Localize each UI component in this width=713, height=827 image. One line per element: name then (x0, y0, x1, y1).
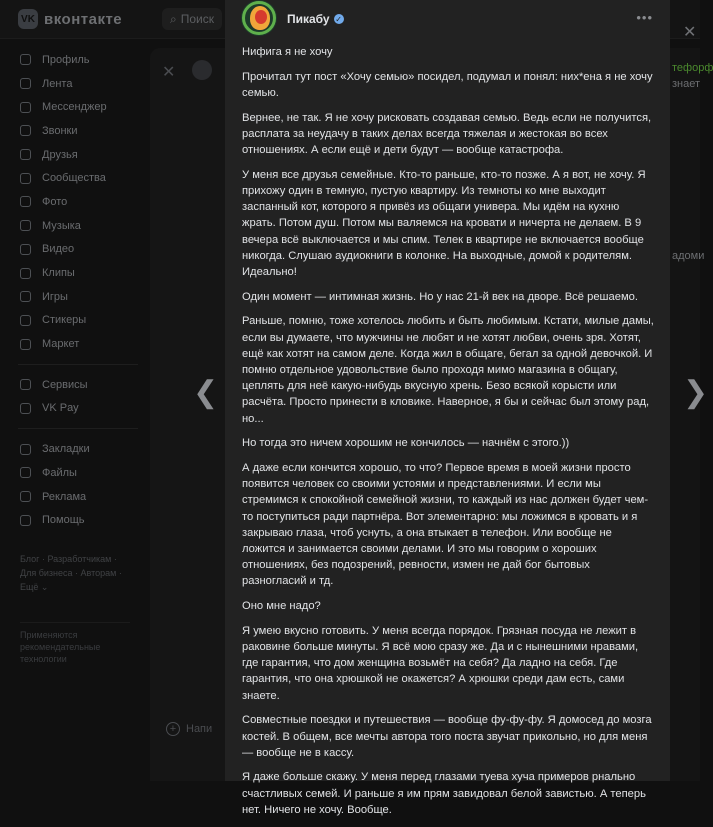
sidebar-item[interactable] (18, 373, 158, 397)
sidebar-item-label: Лента (42, 77, 73, 90)
post-paragraph: Я умею вкусно готовить. У меня всегда порядок. Грязная посуда не лежит в раковине больше минуты. Я всё мою сразу же. Да и с нынешними нравами, где гарантия, что дом женщина возьмёт на себя? Да ладно на себя. Где гарантия, что она хрюшкой не окажется? А хрюшки среди дам есть, сами знаете. (242, 624, 639, 702)
bookmark-icon (18, 442, 32, 456)
games-icon (18, 290, 32, 304)
sidebar-item[interactable] (18, 508, 158, 532)
search-input[interactable] (162, 8, 222, 30)
sidebar-item-label: Клипы (42, 267, 75, 280)
sidebar-item-label: Реклама (42, 490, 87, 503)
vk-logo[interactable] (18, 9, 122, 29)
sidebar (18, 48, 158, 532)
sidebar-item[interactable] (18, 214, 158, 238)
more-options-icon[interactable]: ••• (636, 10, 653, 25)
sidebar-item-label: Сообщества (42, 172, 106, 185)
avatar (192, 60, 212, 80)
author-name[interactable] (287, 12, 344, 26)
sidebar-item-label: Стикеры (42, 314, 87, 327)
search-placeholder: Поиск (180, 12, 214, 26)
post-modal (225, 0, 670, 816)
footer-note: Применяются рекомендательные технологии (20, 622, 130, 665)
comment-placeholder: Напи (186, 723, 213, 735)
sidebar-item-label: Видео (42, 243, 75, 256)
message-icon (18, 100, 32, 114)
sidebar-item[interactable] (18, 143, 158, 167)
friends-icon (18, 148, 32, 162)
ads-icon (18, 490, 32, 504)
post-paragraph: Прочитал тут пост «Хочу семью» посидел, подумал и понял: них*ена я не хочу семью. (242, 70, 653, 99)
news-icon (18, 77, 32, 91)
sidebar-item-label: Фото (42, 195, 68, 208)
sidebar-item[interactable] (18, 166, 158, 190)
post-paragraph: А даже если кончится хорошо, то что? Первое время в моей жизни просто появится человек со своими устоями и представлениями. И если мы стремимся к спокойной семейной жизни, то каждый из нас должен будет чем-то поступиться ради партнёра. Вот элементарно: мы ложимся в кровать и я закрываю глаза, чтоб уснуть, а она втыкает в телефон. Или вообще не ложится и занимается своими делами. И это мы говорим о хороших отношениях, без подозрений, ревности, измен не дай бог бытовых разногласий и тд. (242, 461, 649, 588)
clips-icon (18, 266, 32, 280)
post-paragraph: Вернее, не так. Я не хочу рисковать создавая семью. Ведь если не получится, расплата за неудачу в таких делах всегда тяжелая и жестокая во всех отношениях. А если ещё и дети будут — вообще катастрофа. (242, 111, 652, 157)
prev-arrow-icon[interactable]: ❮ (193, 376, 219, 409)
post-paragraph: Совместные поездки и путешествия — вообще фу-фу-фу. Я домосед до мозга костей. В общем, все мечты автора того поста звучат прикольно, но для меня — вообще не в кассу. (242, 714, 652, 759)
sidebar-item-label: Звонки (42, 124, 78, 137)
sidebar-item-label: Профиль (42, 53, 90, 66)
sidebar-item-label: Сервисы (42, 378, 88, 391)
sidebar-item[interactable] (18, 119, 158, 143)
photo-icon (18, 195, 32, 209)
market-icon (18, 337, 32, 351)
sidebar-item[interactable] (18, 261, 158, 285)
sidebar-item-label: Игры (42, 290, 68, 303)
vk-logo-text: вконтакте (44, 10, 123, 28)
user-icon (18, 53, 32, 67)
vkpay-icon (18, 401, 32, 415)
verified-icon: ✓ (335, 14, 342, 24)
stickers-icon (18, 313, 32, 327)
next-arrow-icon[interactable]: ❯ (683, 376, 709, 409)
right-panel-text: тефорф (672, 62, 713, 74)
sidebar-item-label: Музыка (42, 219, 81, 232)
sidebar-item-label: VK Pay (42, 402, 79, 415)
sidebar-item[interactable] (18, 461, 158, 485)
post-paragraph: Один момент — интимная жизнь. Но у нас 21-й век на дворе. Всё решаемо. (242, 290, 638, 303)
sidebar-item-label: Друзья (42, 148, 78, 161)
sidebar-item-label: Маркет (42, 338, 80, 351)
divider (18, 364, 138, 365)
right-panel-text: знает (672, 78, 701, 90)
plus-icon: + (166, 722, 180, 736)
phone-icon (18, 124, 32, 138)
post-paragraph: Но тогда это ничем хорошим не кончилось — начнём с этого.)) (242, 437, 570, 450)
sidebar-item[interactable] (18, 95, 158, 119)
post-paragraph: Оно мне надо? (242, 600, 321, 613)
sidebar-item[interactable] (18, 437, 158, 461)
sidebar-item[interactable] (18, 285, 158, 309)
sidebar-item[interactable] (18, 397, 158, 421)
sidebar-item[interactable] (18, 72, 158, 96)
avatar-ring (242, 1, 276, 35)
groups-icon (18, 171, 32, 185)
post-header (241, 0, 661, 36)
sidebar-item-label: Мессенджер (42, 101, 107, 114)
sidebar-item[interactable] (18, 309, 158, 333)
sidebar-item-label: Помощь (42, 514, 85, 527)
help-icon (18, 513, 32, 527)
post-paragraph: У меня все друзья семейные. Кто-то раньше, кто-то позже. А я вот, не хочу. Я прихожу один в темную, пустую квартиру. Из темноты ко мне выходит заспанный кот, которого я привёз из общаги универа. Мы идём на кухню жрать. Потом душ. Потом мы валяемся на кровати и ничерта не делаем. В 9 вечера всё выключается и мы спим. Телек в квартире не включается вообще никогда. Слушаю аудиокниги в колонке. На выходные, домой к родителям. Идеально! (242, 168, 646, 278)
search-icon: ⌕ (170, 11, 177, 26)
author-name-label: Пикабу (287, 12, 330, 26)
divider (18, 428, 138, 429)
footer-links[interactable]: Блог · Разработчикам · Для бизнеса · Авторам · Ещё ⌄ (20, 554, 122, 592)
background-right-panel (670, 48, 700, 781)
close-icon[interactable]: ✕ (683, 24, 697, 41)
sidebar-item-label: Файлы (42, 466, 77, 479)
author-avatar[interactable] (241, 0, 277, 36)
services-icon (18, 378, 32, 392)
sidebar-item[interactable] (18, 48, 158, 72)
vk-logo-icon: VK (18, 9, 38, 29)
sidebar-item[interactable] (18, 485, 158, 509)
close-icon[interactable]: ✕ (162, 64, 176, 81)
background-feed-panel (150, 48, 225, 781)
post-paragraph: Раньше, помню, тоже хотелось любить и быть любимым. Кстати, милые дамы, если вы думаете, что мужчины не любят и не хотят любви, очень зря. Хотят, ещё как хотят на самом деле. Когда жил в общаге, бегал за одной девочкой. И помню отдельное удовольствие было проходя мимо магазина в общагу, цеплять для неё какую-нибудь вкусную хрень. Безо всякой корысти или расчёта. Просто принести в кловике. Наверное, я бы и сейчас был этому рад, но... (242, 315, 654, 425)
right-panel-text: адоми (672, 250, 705, 262)
video-icon (18, 242, 32, 256)
comment-input[interactable] (166, 722, 212, 736)
post-paragraph: Я даже больше скажу. У меня перед глазами туева хуча примеров рнально счастливых семей. И раньше я им прям завидовал белой завистью. А теперь нет. Ничего не хочу. Вообще. (242, 771, 646, 816)
post-title: Нифига я не хочу (242, 46, 333, 58)
music-icon (18, 219, 32, 233)
sidebar-item-label: Закладки (42, 443, 90, 456)
sidebar-item[interactable] (18, 190, 158, 214)
sidebar-item[interactable] (18, 238, 158, 262)
post-body (242, 44, 654, 827)
sidebar-item[interactable] (18, 332, 158, 356)
files-icon (18, 466, 32, 480)
